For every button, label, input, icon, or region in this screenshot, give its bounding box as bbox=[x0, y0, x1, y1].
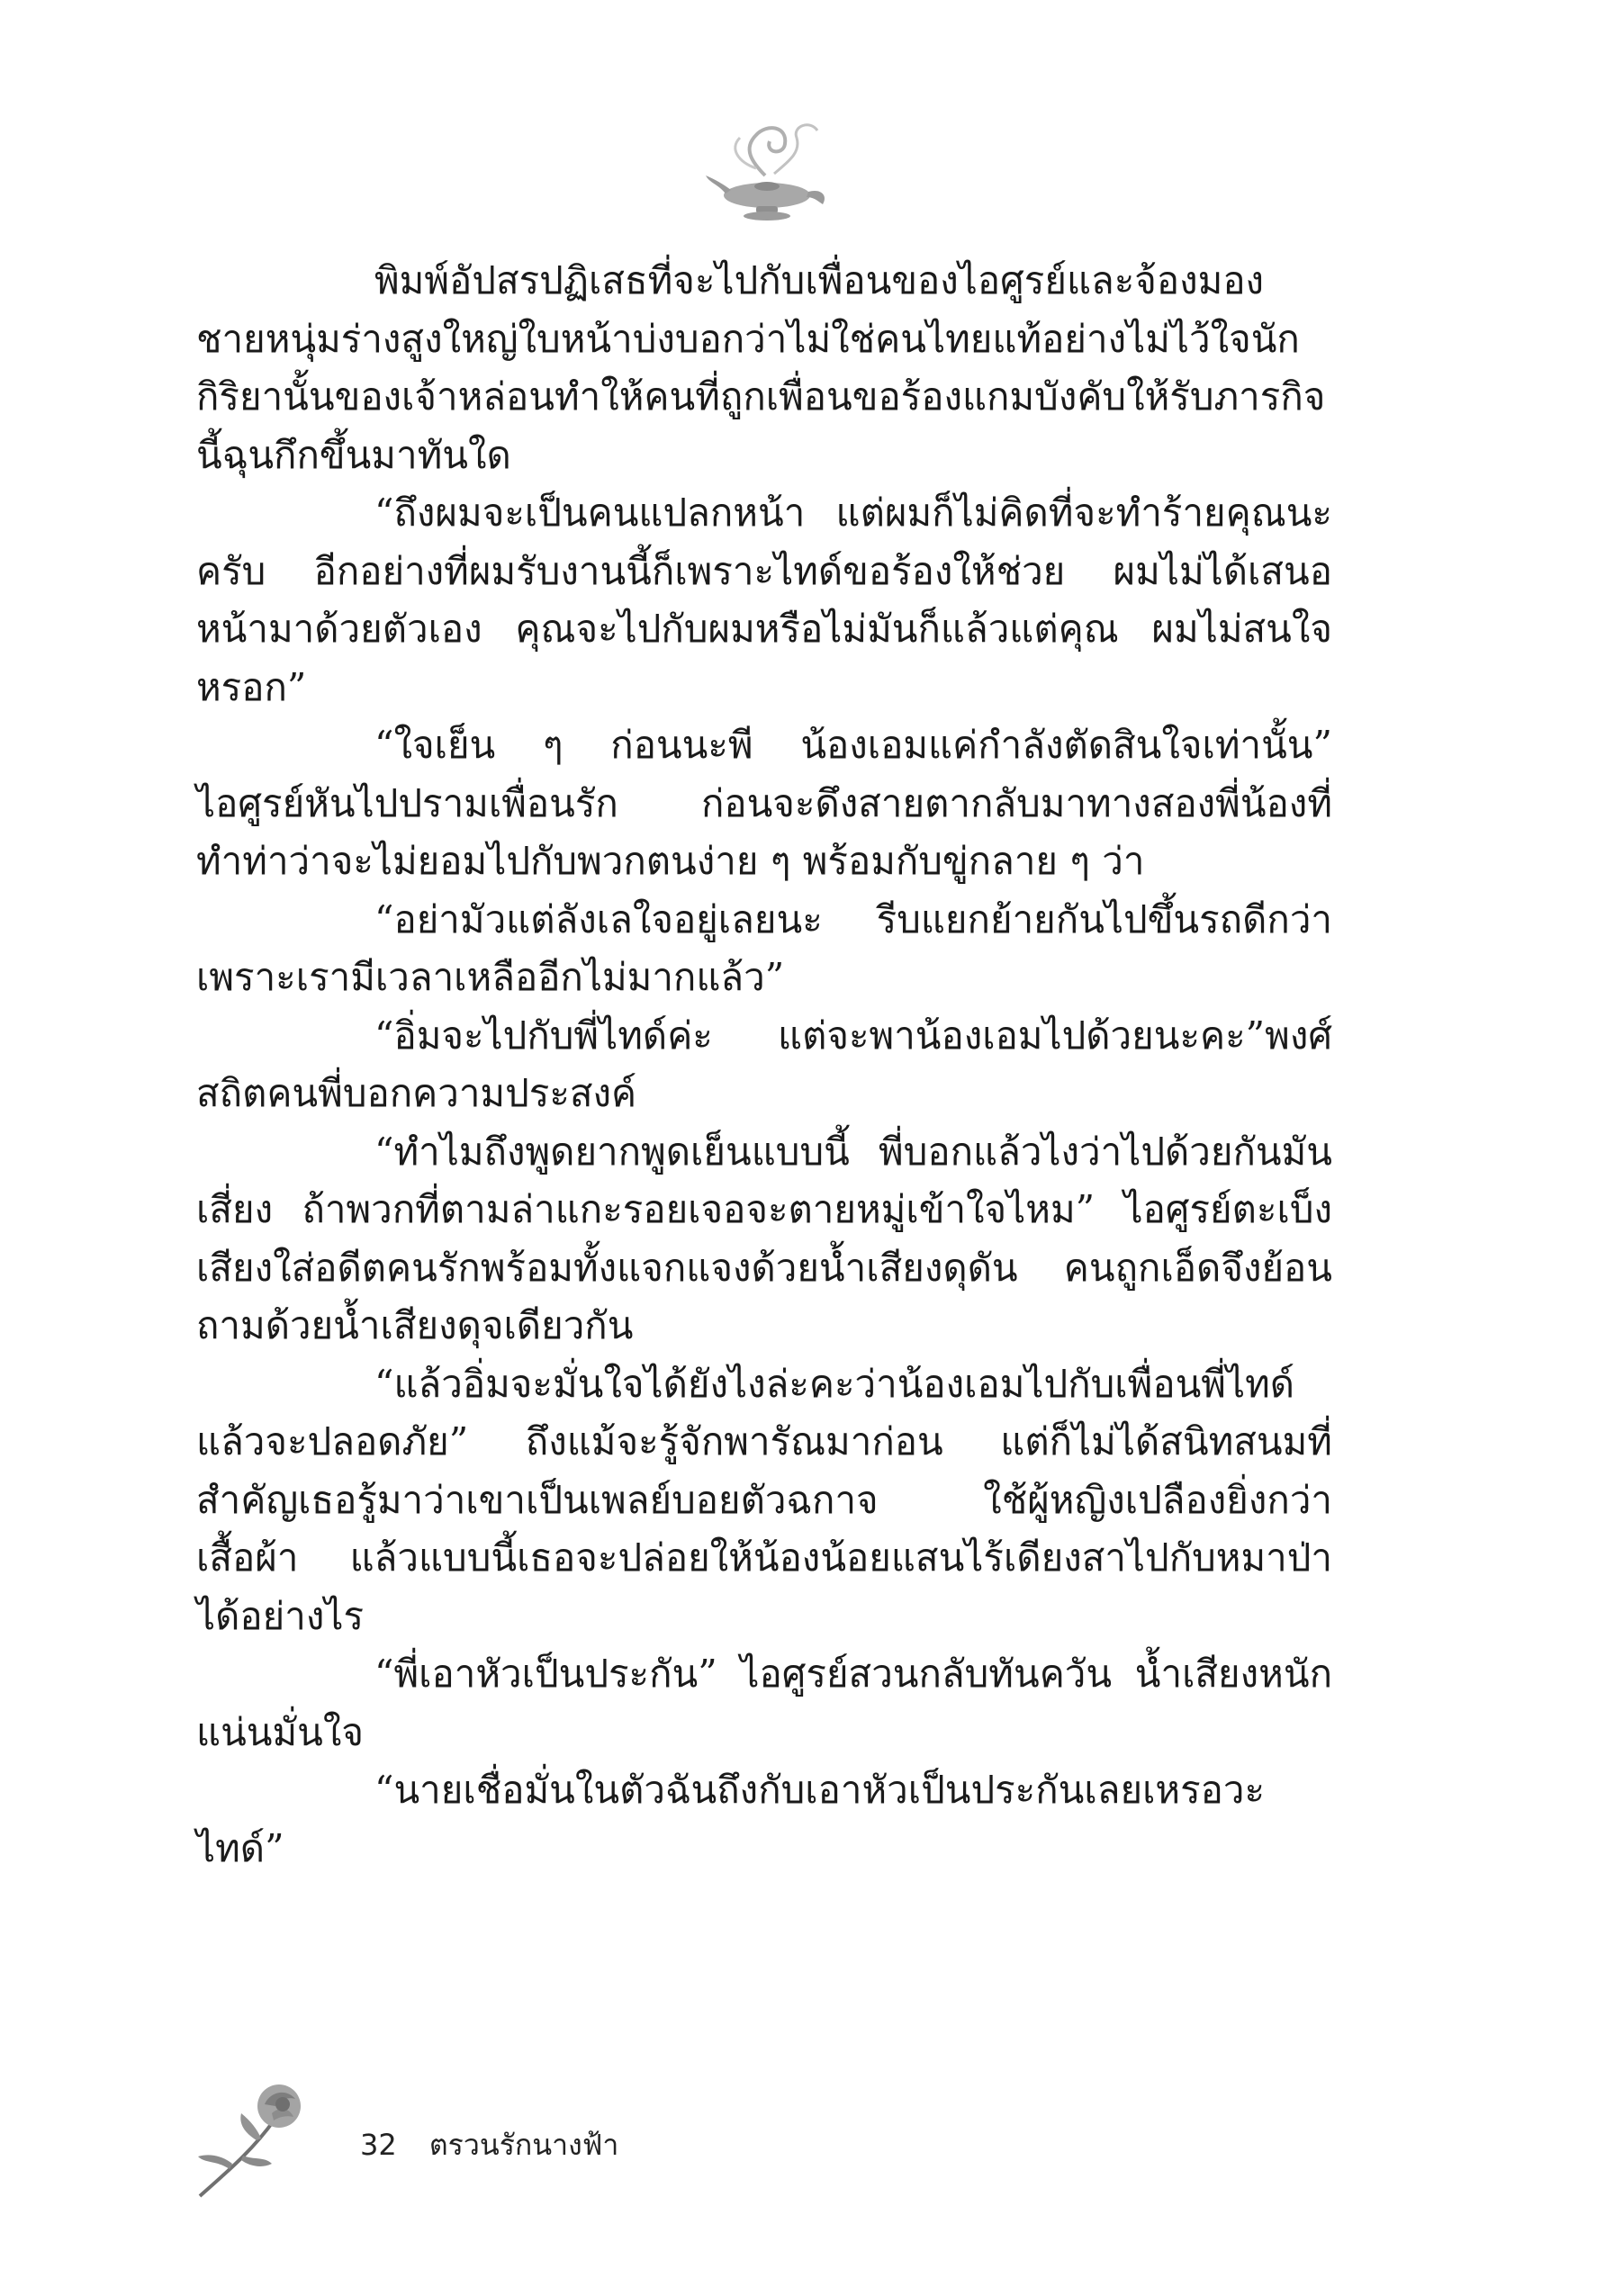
rose-icon bbox=[189, 2070, 333, 2205]
paragraph: “ทำไมถึงพูดยากพูดเย็นแบบนี้ พี่บอกแล้วไงว่าไปด้วยกันมันเสี่ยง ถ้าพวกที่ตามล่าแกะรอยเจอจะตายหมู่เข้าใจไหม” ไอศูรย์ตะเบ็งเสียงใส่อดีตคนรักพร้อมทั้งแจกแจงด้วยน้ำเสียงดุดัน คนถูกเอ็ดจึงย้อนถามด้วยน้ำเสียงดุจเดียวกัน bbox=[196, 1129, 1332, 1347]
paragraph: “อิ่มจะไปกับพี่ไทด์ค่ะ แต่จะพาน้องเอมไปด้วยนะคะ”พงศ์สถิตคนพี่บอกความประสงค์ bbox=[196, 1013, 1332, 1115]
book-title: ตรวนรักนางฟ้า bbox=[428, 2128, 619, 2162]
body-text bbox=[196, 252, 1332, 1877]
paragraph: พิมพ์อัปสรปฏิเสธที่จะไปกับเพื่อนของไอศูรย์และจ้องมองชายหนุ่มร่างสูงใหญ่ใบหน้าบ่งบอกว่าไม่ใช่คนไทยแท้อย่างไม่ไว้ใจนักกิริยานั้นของเจ้าหล่อนทำให้คนที่ถูกเพื่อนขอร้องแกมบังคับให้รับภารกิจนี้ฉุนกึกขึ้นมาทันใด bbox=[196, 258, 1326, 477]
paragraph: “ใจเย็น ๆ ก่อนนะพี น้องเอมแค่กำลังตัดสินใจเท่านั้น” ไอศูรย์หันไปปรามเพื่อนรัก ก่อนจะดึงสายตากลับมาทางสองพี่น้องที่ทำท่าว่าจะไม่ยอมไปกับพวกตนง่าย ๆ พร้อมกับขู่กลาย ๆ ว่า bbox=[196, 723, 1332, 883]
paragraph: “พี่เอาหัวเป็นประกัน” ไอศูรย์สวนกลับทันควัน น้ำเสียงหนักแน่นมั่นใจ bbox=[196, 1652, 1332, 1754]
footer-text bbox=[360, 2122, 618, 2168]
paragraph: “แล้วอิ่มจะมั่นใจได้ยังไงล่ะคะว่าน้องเอมไปกับเพื่อนพี่ไทด์แล้วจะปลอดภัย” ถึงแม้จะรู้จักพารัณมาก่อน แต่ก็ไม่ได้สนิทสนมที่สำคัญเธอรู้มาว่าเขาเป็นเพลย์บอยตัวฉกาจ ใช้ผู้หญิงเปลืองยิ่งกว่าเสื้อผ้า แล้วแบบนี้เธอจะปล่อยให้น้องน้อยแสนไร้เดียงสาไปกับหมาป่าได้อย่างไร bbox=[196, 1361, 1332, 1638]
page-number: 32 bbox=[360, 2128, 397, 2162]
paragraph: “ถึงผมจะเป็นคนแปลกหน้า แต่ผมก็ไม่คิดที่จะทำร้ายคุณนะครับ อีกอย่างที่ผมรับงานนี้ก็เพราะไทด์ขอร้องให้ช่วย ผมไม่ได้เสนอหน้ามาด้วยตัวเอง คุณจะไปกับผมหรือไม่มันก็แล้วแต่คุณ ผมไม่สนใจหรอก” bbox=[196, 491, 1332, 709]
paragraph: “นายเชื่อมั่นในตัวฉันถึงกับเอาหัวเป็นประกันเลยเหรอวะไทด์” bbox=[196, 1768, 1266, 1870]
genie-lamp-icon bbox=[702, 113, 837, 225]
paragraph: “อย่ามัวแต่ลังเลใจอยู่เลยนะ รีบแยกย้ายกันไปขึ้นรถดีกว่าเพราะเรามีเวลาเหลืออีกไม่มากแล้ว” bbox=[196, 896, 1332, 999]
page-footer bbox=[189, 2070, 819, 2214]
